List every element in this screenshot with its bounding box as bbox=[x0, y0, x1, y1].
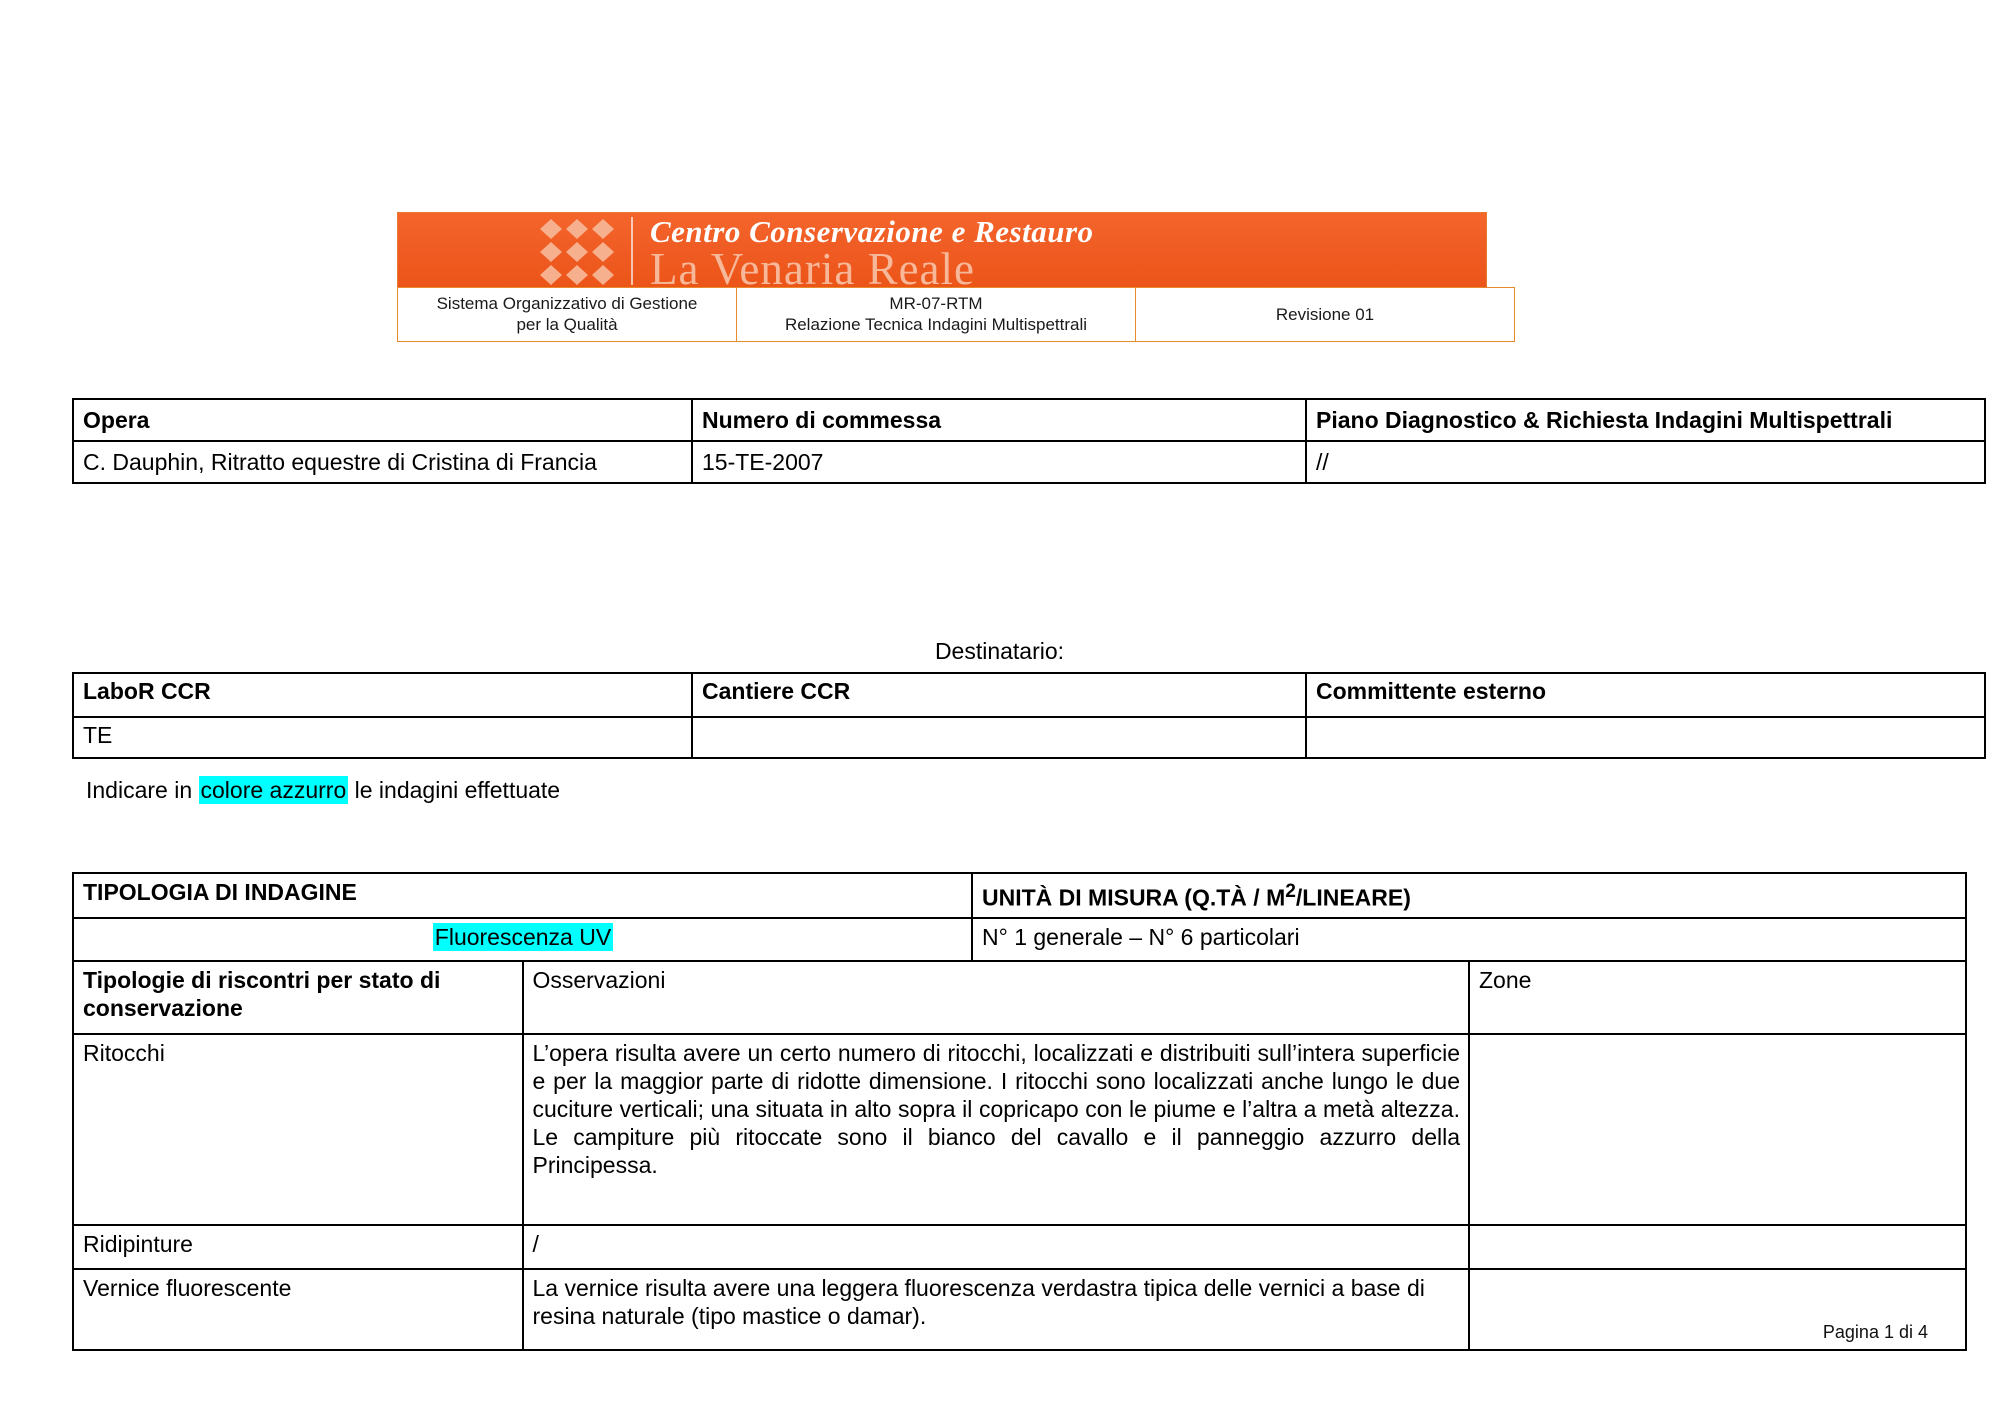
document-header bbox=[397, 212, 1487, 342]
opera-value-piano: // bbox=[1306, 441, 1985, 483]
unita-superscript: 2 bbox=[1285, 881, 1296, 902]
page-footer: Pagina 1 di 4 bbox=[1822, 1322, 1928, 1342]
opera-header-piano: Piano Diagnostico & Richiesta Indagini Multispettrali bbox=[1306, 399, 1985, 441]
destinatario-header-row bbox=[73, 673, 1985, 717]
destinatario-header-committente: Committente esterno bbox=[1306, 673, 1985, 717]
riscontro-observation-vernice: La vernice risulta avere una leggera fluorescenza verdastra tipica delle vernici a base di resina naturale (tipo mastice o damar). bbox=[523, 1269, 1470, 1350]
table-row bbox=[73, 1225, 1966, 1269]
logo-title-line1: Centro Conservazione e Restauro bbox=[650, 214, 1094, 249]
tipologia-table bbox=[72, 872, 1967, 1351]
logo-text bbox=[650, 213, 1480, 287]
tipologia-colhead-zone: Zone bbox=[1469, 961, 1966, 1034]
tipologia-technique-value: Fluorescenza UV bbox=[434, 923, 612, 950]
opera-header-commessa: Numero di commessa bbox=[692, 399, 1306, 441]
tipologia-header-row bbox=[73, 873, 1966, 918]
destinatario-label: Destinatario: bbox=[934, 638, 1065, 664]
header-doc-code: MR-07-RTM bbox=[889, 294, 983, 313]
opera-value-opera: C. Dauphin, Ritratto equestre di Cristina di Francia bbox=[73, 441, 692, 483]
instruction-after: le indagini effettuate bbox=[348, 777, 561, 803]
tipologia-colhead-osservazioni: Osservazioni bbox=[523, 961, 1470, 1034]
destinatario-value-committente bbox=[1306, 717, 1985, 758]
tipologia-header-indagine: TIPOLOGIA DI INDAGINE bbox=[73, 873, 972, 918]
tipologia-column-header-row bbox=[73, 961, 1966, 1034]
organization-logo-banner bbox=[397, 212, 1487, 287]
riscontro-type-ritocchi: Ritocchi bbox=[73, 1034, 523, 1225]
logo-title-line2: La Venaria Reale bbox=[650, 244, 976, 287]
opera-table bbox=[72, 398, 1986, 484]
destinatario-value-labor: TE bbox=[73, 717, 692, 758]
riscontro-zone-ritocchi bbox=[1469, 1034, 1966, 1225]
header-info-table bbox=[397, 287, 1515, 342]
unita-text-tail: /LINEARE) bbox=[1295, 884, 1411, 911]
destinatario-table bbox=[72, 672, 1986, 759]
table-row bbox=[73, 1034, 1966, 1225]
opera-header-opera: Opera bbox=[73, 399, 692, 441]
instruction-highlight: colore azzurro bbox=[200, 777, 347, 803]
riscontro-observation-ritocchi: L’opera risulta avere un certo numero di ritocchi, localizzati e distribuiti sull’intera superficie e per la maggior parte di ridotte dimensione. I ritocchi sono localizzati anche lungo le due cuciture verticali; una situata in alto sopra il copricapo con le piume e l’altra a metà altezza. Le campiture più ritoccate sono il bianco del cavallo e il panneggio azzurro della Principessa. bbox=[523, 1034, 1470, 1225]
header-system-line1: Sistema Organizzativo di Gestione bbox=[436, 294, 698, 313]
riscontro-type-vernice: Vernice fluorescente bbox=[73, 1269, 523, 1350]
header-cell-revision: Revisione 01 bbox=[1136, 288, 1515, 342]
logo-divider bbox=[631, 217, 633, 285]
tipologia-technique-cell bbox=[73, 918, 972, 961]
header-cell-document bbox=[737, 288, 1136, 342]
destinatario-value-cantiere bbox=[692, 717, 1306, 758]
header-system-line2: per la Qualità bbox=[516, 315, 618, 334]
opera-value-row bbox=[73, 441, 1985, 483]
opera-header-row bbox=[73, 399, 1985, 441]
tipologia-colhead-riscontri: Tipologie di riscontri per stato di conservazione bbox=[73, 961, 523, 1034]
tipologia-quantity-cell: N° 1 generale – N° 6 particolari bbox=[972, 918, 1966, 961]
riscontro-type-ridipinture: Ridipinture bbox=[73, 1225, 523, 1269]
instruction-before: Indicare in bbox=[86, 777, 199, 803]
diamond-pattern-icon bbox=[538, 217, 616, 287]
instruction-line bbox=[86, 775, 560, 805]
header-cell-system bbox=[398, 288, 737, 342]
destinatario-value-row bbox=[73, 717, 1985, 758]
destinatario-header-cantiere: Cantiere CCR bbox=[692, 673, 1306, 717]
table-row bbox=[73, 1269, 1966, 1350]
header-doc-title: Relazione Tecnica Indagini Multispettrali bbox=[784, 315, 1088, 334]
tipologia-header-unita bbox=[972, 873, 1966, 918]
riscontro-zone-ridipinture bbox=[1469, 1225, 1966, 1269]
tipologia-technique-row bbox=[73, 918, 1966, 961]
header-info-row bbox=[398, 288, 1515, 342]
unita-text-main: UNITÀ DI MISURA (Q.TÀ / M bbox=[982, 884, 1286, 911]
destinatario-header-labor: LaboR CCR bbox=[73, 673, 692, 717]
riscontro-observation-ridipinture: / bbox=[523, 1225, 1470, 1269]
opera-value-commessa: 15-TE-2007 bbox=[692, 441, 1306, 483]
